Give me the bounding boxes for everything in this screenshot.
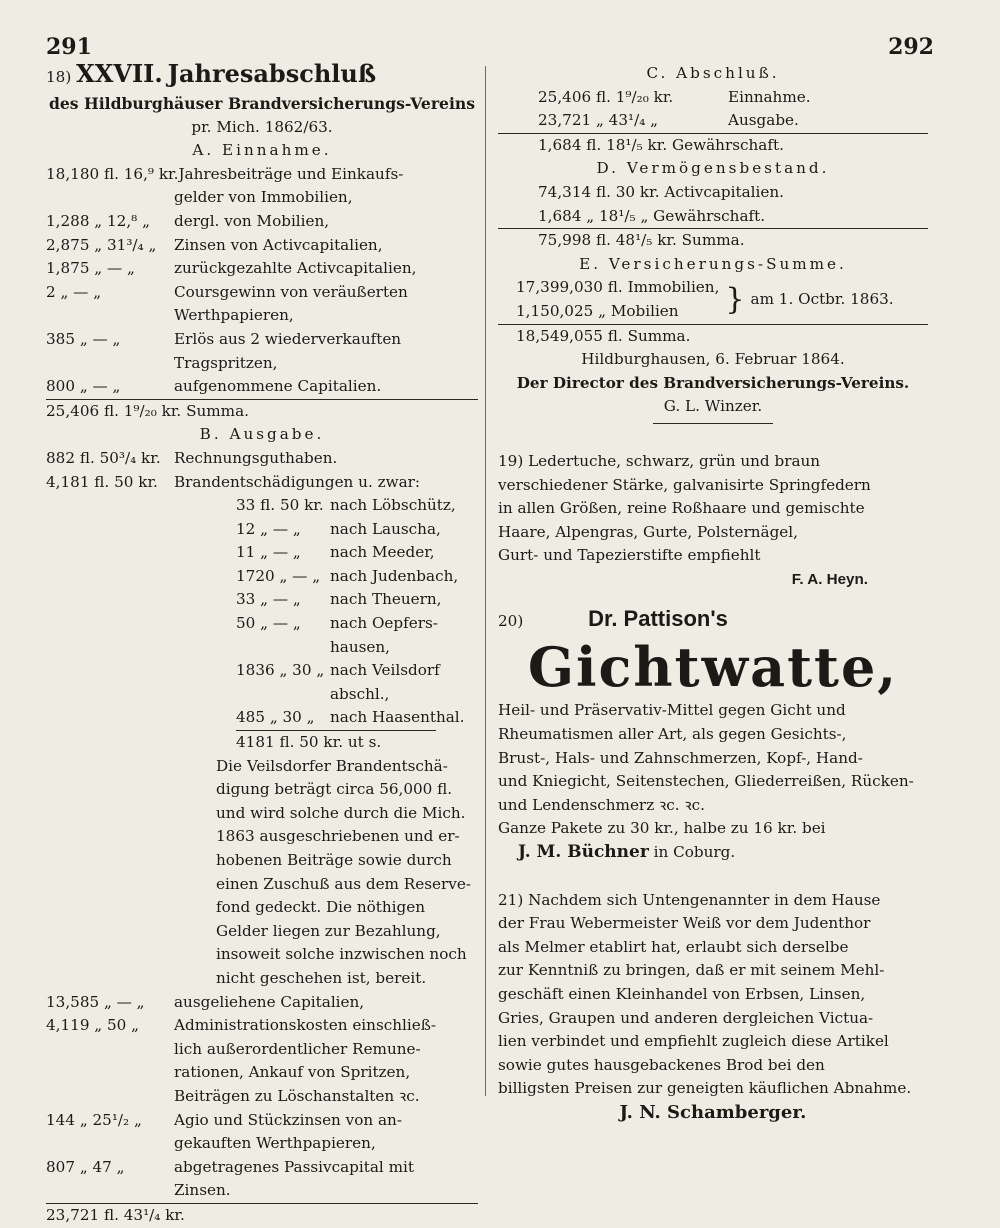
ledger-row — [236, 518, 478, 542]
ledger-row — [46, 1179, 478, 1203]
text-line: insoweit solche inzwischen noch — [216, 945, 467, 964]
report-heading — [46, 62, 478, 92]
ledger-text: Zinsen. — [174, 1181, 231, 1200]
ledger-text: Rechnungsguthaben. — [174, 448, 338, 467]
ledger-row — [46, 1156, 478, 1180]
left-column — [46, 62, 478, 1228]
ledger-text: Coursgewinn von veräußerten — [174, 282, 408, 301]
vermoegen-sum: 75,998 fl. 48¹/₅ kr. Summa. — [498, 228, 928, 253]
ledger-row — [46, 375, 478, 399]
text-line: nicht geschehen ist, bereit. — [216, 968, 427, 987]
right-column — [498, 62, 928, 1129]
ledger-text: nach Meeder, — [330, 543, 435, 562]
abschluss-result: 1,684 fl. 18¹/₅ kr. Gewährschaft. — [498, 133, 928, 158]
text-line: in allen Größen, reine Roßhaare und gemischte — [498, 499, 865, 518]
ledger-amount: 13,585 „ — „ — [46, 992, 145, 1011]
advert-20-doctor: Dr. Pattison's — [588, 607, 728, 632]
versicherung-block — [498, 276, 928, 323]
vermoegen-list — [498, 181, 928, 228]
section-b-heading: B. Ausgabe. — [199, 425, 325, 444]
text-line: Rheumatismen aller Art, als gegen Gesichts-, — [498, 725, 847, 744]
ledger-amount: 1720 „ — „ — [236, 566, 321, 585]
ledger-row — [46, 1038, 478, 1062]
brand-detail-list — [46, 494, 478, 730]
advert-20-product: Gichtwatte, — [527, 635, 899, 700]
ledger-text: Administrationskosten einschließ- — [174, 1016, 437, 1035]
ledger-text: abgetragenes Passivcapital mit — [174, 1157, 414, 1176]
ledger-amount: 18,180 fl. 16,⁹ kr. — [46, 164, 179, 183]
section-a-heading: A. Einnahme. — [192, 141, 332, 160]
text-line: zur Kenntniß zu bringen, daß er mit seinem Mehl- — [498, 961, 885, 980]
signature: G. L. Winzer. — [663, 397, 763, 416]
ledger-amount: 385 „ — „ — [46, 329, 121, 348]
page-number-right: 292 — [888, 34, 934, 60]
ledger-text: rationen, Ankauf von Spritzen, — [174, 1063, 411, 1082]
advert-19 — [498, 450, 928, 568]
text-line: Gurt- und Tapezierstifte empfiehlt — [498, 546, 761, 565]
text-line: als Melmer etablirt hat, erlaubt sich derselbe — [498, 937, 849, 956]
text-line: sowie gutes hausgebackenes Brod bei den — [498, 1055, 825, 1074]
ledger-amount: 4,181 fl. 50 kr. — [46, 472, 158, 491]
ledger-text: nach Veilsdorf — [330, 661, 440, 680]
versicherung-list — [498, 276, 719, 323]
text-line: und Lendenschmerz ꝛc. ꝛc. — [498, 795, 705, 814]
ledger-text: Tragspritzen, — [174, 353, 278, 372]
ledger-text: zurückgezahlte Activcapitalien, — [174, 259, 417, 278]
text-line: hobenen Beiträge sowie durch — [216, 851, 452, 869]
text-line: einen Zuschuß aus dem Reserve- — [216, 874, 471, 893]
heading-subtitle: des Hildburghäuser Brandversicherungs-Vereins — [48, 94, 476, 113]
advert-19-name: F. A. Heyn. — [791, 570, 868, 588]
ledger-amount — [236, 683, 330, 707]
ledger-row — [46, 186, 478, 210]
ledger-amount: 11 „ — „ — [236, 543, 301, 562]
advert-21 — [498, 889, 928, 1101]
ledger-row — [46, 471, 478, 495]
text-line: Gries, Graupen und anderen dergleichen Victua- — [498, 1008, 874, 1027]
text-line: digung beträgt circa 56,000 fl. — [216, 780, 453, 799]
ausgabe-list — [46, 447, 478, 494]
ledger-amount: 33 „ — „ — [236, 590, 301, 609]
ledger-amount: 1,875 „ — „ — [46, 259, 135, 278]
section-d-heading: D. Vermögensbestand. — [596, 159, 830, 178]
heading-period: pr. Mich. 1862/63. — [191, 117, 333, 136]
text-line: 1,150,025 „ Mobilien — [516, 301, 679, 320]
ledger-text: Einnahme. — [728, 87, 811, 106]
ledger-amount: 1836 „ 30 „ — [236, 661, 325, 680]
ausgabe-more-list — [46, 991, 478, 1203]
ledger-amount: 2 „ — „ — [46, 282, 102, 301]
ledger-amount: 50 „ — „ — [236, 614, 301, 633]
ledger-amount: 12 „ — „ — [236, 519, 301, 538]
ledger-text: Agio und Stückzinsen von an- — [174, 1110, 402, 1129]
brace-icon: } — [725, 282, 745, 318]
text-line: 19) Ledertuche, schwarz, grün und braun — [498, 451, 821, 470]
ledger-row — [236, 706, 478, 730]
text-line: 74,314 fl. 30 kr. Activcapitalien. — [538, 182, 784, 201]
ledger-row — [46, 257, 478, 281]
ledger-text: Ausgabe. — [728, 111, 799, 130]
versicherung-sum: 18,549,055 fl. Summa. — [498, 324, 928, 349]
text-line: Ganze Pakete zu 30 kr., halbe zu 16 kr. bei — [498, 819, 826, 838]
ledger-text: nach Lauscha, — [330, 519, 441, 538]
ledger-text: dergl. von Mobilien, — [174, 211, 330, 230]
ledger-row — [46, 1085, 478, 1109]
ledger-row — [236, 683, 478, 707]
column-divider — [485, 66, 486, 1096]
text-line: 1863 ausgeschriebenen und er- — [216, 827, 460, 846]
ledger-text: lich außerordentlicher Remune- — [174, 1039, 421, 1058]
page-number-left: 291 — [46, 34, 92, 60]
ledger-text: Werthpapieren, — [174, 306, 294, 325]
text-line: 17,399,030 fl. Immobilien, — [516, 278, 720, 297]
ledger-text: Erlös aus 2 wiederverkauften — [174, 329, 402, 348]
ledger-row — [46, 447, 478, 471]
ledger-text: nach Haasenthal. — [330, 708, 465, 727]
ledger-text: Brandentschädigungen u. zwar: — [174, 472, 421, 491]
ledger-amount: 2,875 „ 31³/₄ „ — [46, 235, 157, 254]
ledger-amount — [46, 1179, 174, 1203]
advert-20-seller-line — [498, 841, 928, 865]
ledger-row — [46, 991, 478, 1015]
text-line: Haare, Alpengras, Gurte, Polsternägel, — [498, 522, 798, 541]
ledger-row — [538, 86, 928, 110]
director-line: Der Director des Brandversicherungs-Vereins. — [516, 373, 910, 392]
ledger-amount: 33 fl. 50 kr. — [236, 496, 324, 515]
ledger-text: hausen, — [330, 637, 391, 656]
versicherung-date: am 1. Octbr. 1863. — [750, 290, 894, 309]
ledger-row — [46, 210, 478, 234]
text-line: billigsten Preisen zur geneigten käuflichen Abnahme. — [498, 1079, 912, 1098]
ledger-text: nach Theuern, — [330, 590, 442, 609]
ledger-text: nach Judenbach, — [330, 566, 459, 585]
ledger-row — [236, 612, 478, 636]
text-line: 21) Nachdem sich Untengenannter in dem Hause — [498, 890, 881, 909]
ledger-amount — [46, 1061, 174, 1085]
text-line: und wird solche durch die Mich. — [216, 803, 466, 822]
ledger-row — [538, 109, 928, 133]
ledger-amount: 25,406 fl. 1⁹/₂₀ kr. — [538, 87, 674, 106]
ledger-row — [46, 304, 478, 328]
text-line: Brust-, Hals- und Zahnschmerzen, Kopf-, Hand- — [498, 748, 863, 767]
ledger-row — [236, 494, 478, 518]
ledger-row — [236, 636, 478, 660]
ledger-amount: 144 „ 25¹/₂ „ — [46, 1110, 142, 1129]
text-line: fond gedeckt. Die nöthigen — [216, 898, 425, 917]
advert-21-name: J. N. Schamberger. — [619, 1101, 807, 1123]
veilsdorf-note — [46, 755, 478, 991]
ledger-text: gekauften Werthpapieren, — [174, 1134, 376, 1153]
ledger-row — [46, 163, 478, 187]
ledger-amount — [46, 352, 174, 376]
ausgabe-sum: 23,721 fl. 43¹/₄ kr. — [46, 1203, 478, 1228]
ledger-amount — [236, 636, 330, 660]
text-line: der Frau Webermeister Weiß vor dem Judenthor — [498, 914, 871, 933]
ledger-text: abschl., — [330, 684, 390, 703]
text-line: Heil- und Präservativ-Mittel gegen Gicht und — [498, 701, 846, 720]
ledger-amount — [46, 1085, 174, 1109]
text-line: Gelder liegen zur Bezahlung, — [216, 921, 441, 940]
ledger-text: aufgenommene Capitalien. — [174, 377, 382, 396]
text-line: 1,684 „ 18¹/₅ „ Gewährschaft. — [538, 206, 766, 225]
section-c-heading: C. Abschluß. — [646, 64, 780, 82]
ledger-amount: 23,721 „ 43¹/₄ „ — [538, 111, 658, 130]
advert-20-seller: J. M. Büchner — [518, 842, 649, 863]
ledger-amount — [46, 186, 174, 210]
ledger-amount: 485 „ 30 „ — [236, 708, 315, 727]
section-e-heading: E. Versicherungs-Summe. — [579, 254, 847, 273]
advert-20-title — [498, 607, 928, 637]
text-line: Die Veilsdorfer Brandentschä- — [216, 756, 448, 775]
ledger-row — [236, 541, 478, 565]
ledger-amount: 4,119 „ 50 „ — [46, 1016, 140, 1035]
ledger-text: ausgeliehene Capitalien, — [174, 992, 365, 1011]
ledger-row — [46, 1109, 478, 1133]
text-line: geschäft einen Kleinhandel von Erbsen, Linsen, — [498, 985, 866, 1003]
text-line: lien verbindet und empfiehlt zugleich diese Artikel — [498, 1032, 889, 1051]
abschluss-list — [498, 86, 928, 133]
ledger-text: Zinsen von Activcapitalien, — [174, 235, 383, 254]
advert-20-city: in Coburg. — [653, 843, 736, 862]
ledger-text: nach Oepfers- — [330, 614, 438, 633]
ledger-row — [46, 352, 478, 376]
heading-roman: XXVII. — [76, 62, 163, 88]
ledger-row — [46, 1014, 478, 1038]
advert-20-body — [498, 699, 928, 841]
ledger-row — [236, 565, 478, 589]
ledger-text: gelder von Immobilien, — [174, 188, 353, 207]
ledger-amount — [46, 1038, 174, 1062]
heading-title: Jahresabschluß — [167, 62, 377, 88]
einnahme-list — [46, 163, 478, 399]
text-line: und Kniegicht, Seitenstechen, Gliederreißen, Rücken- — [498, 772, 914, 791]
ledger-row — [46, 234, 478, 258]
einnahme-sum: 25,406 fl. 1⁹/₂₀ kr. Summa. — [46, 399, 478, 424]
ledger-amount: 1,288 „ 12,⁸ „ — [46, 211, 150, 230]
advert-20-number: 20) — [498, 612, 524, 631]
ledger-text: Beiträgen zu Löschanstalten ꝛc. — [174, 1086, 420, 1105]
ledger-amount — [46, 304, 174, 328]
brand-detail-total: 4181 fl. 50 kr. ut s. — [236, 730, 436, 755]
ledger-row — [46, 1061, 478, 1085]
place-date: Hildburghausen, 6. Februar 1864. — [581, 350, 845, 369]
ledger-amount: 800 „ — „ — [46, 377, 121, 396]
ledger-row — [236, 588, 478, 612]
text-line: verschiedener Stärke, galvanisirte Springfedern — [498, 475, 871, 494]
ledger-text: Jahresbeiträge und Einkaufs- — [178, 164, 404, 183]
heading-number: 18) — [46, 68, 72, 86]
ledger-row — [46, 328, 478, 352]
ledger-row — [46, 281, 478, 305]
ledger-amount: 807 „ 47 „ — [46, 1157, 125, 1176]
ledger-text: nach Löbschütz, — [330, 496, 456, 515]
ledger-amount: 882 fl. 50³/₄ kr. — [46, 448, 161, 467]
ledger-row — [236, 659, 478, 683]
